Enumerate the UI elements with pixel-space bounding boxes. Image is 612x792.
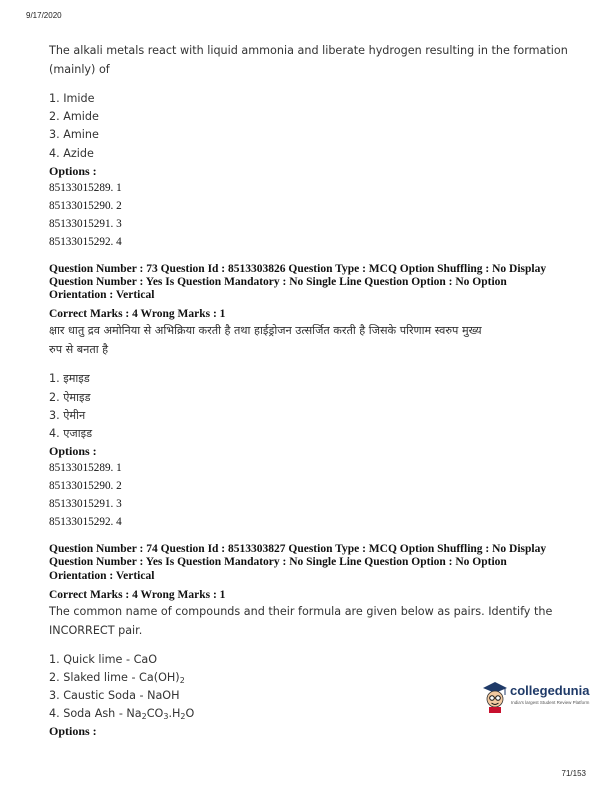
- option-item: 1. Imide: [49, 92, 95, 105]
- option-ids: [49, 459, 579, 531]
- meta-line: Question Number : 74 Question Id : 8513303827 Question Type : MCQ Option Shuffling : No Display: [49, 543, 547, 556]
- question-72-options: [49, 90, 579, 163]
- option-id: 85133015290. 2: [49, 480, 122, 493]
- option-ids: [49, 179, 579, 251]
- subscript: 2: [179, 675, 185, 685]
- question-74-meta: [49, 543, 579, 583]
- question-text-line: रुप से बनता है: [49, 343, 109, 357]
- question-text-line: INCORRECT pair.: [49, 623, 143, 637]
- print-date: 9/17/2020: [26, 11, 62, 20]
- option-id: 85133015290. 2: [49, 199, 122, 212]
- options-heading: Options :: [49, 724, 97, 739]
- logo-wordmark: collegedunia: [510, 683, 590, 698]
- question-73-text: [49, 321, 579, 359]
- option-id: 85133015292. 4: [49, 235, 122, 248]
- option-item: 4. एजाइड: [49, 426, 93, 440]
- option-id: 85133015289. 1: [49, 462, 122, 475]
- option-item: 3. Amine: [49, 128, 99, 142]
- option-item: 1. इमाइड: [49, 372, 90, 386]
- meta-line: Question Number : 73 Question Id : 8513303826 Question Type : MCQ Option Shuffling : No Display: [49, 262, 547, 275]
- question-text-line: The common name of compounds and their formula are given below as pairs. Identify the: [49, 604, 553, 618]
- option-item: 3. ऐमीन: [49, 408, 86, 422]
- page-number: 71/153: [561, 769, 586, 778]
- option-item: 2. Amide: [49, 110, 99, 124]
- option-text: O: [185, 707, 195, 721]
- question-74-text: [49, 602, 579, 640]
- option-id: 85133015291. 3: [49, 217, 122, 230]
- question-text-line: क्षार धातु द्रव अमोनिया से अभिक्रिया करती है तथा हाईड्रोजन उत्सर्जित करती है जिसके परिणाम स्वरुप मुख्य: [49, 324, 482, 338]
- option-id: 85133015289. 1: [49, 181, 122, 194]
- options-heading: Options :: [49, 163, 97, 178]
- question-73-meta: [49, 263, 579, 303]
- option-text: 2. Slaked lime - Ca(OH): [49, 670, 180, 684]
- meta-line: Question Number : Yes Is Question Mandatory : No Single Line Question Option : No Option: [49, 556, 507, 569]
- option-text: .H: [168, 707, 181, 721]
- meta-line: Orientation : Vertical: [49, 289, 155, 302]
- question-73-marks: Correct Marks : 4 Wrong Marks : 1: [49, 308, 226, 321]
- option-item: 3. Caustic Soda - NaOH: [49, 689, 180, 703]
- question-73-options: [49, 370, 579, 443]
- option-item: 1. Quick lime - CaO: [49, 652, 158, 666]
- question-72-text: [49, 41, 579, 79]
- subscript: 2: [180, 712, 186, 722]
- options-heading: Options :: [49, 444, 97, 459]
- subscript: 3: [163, 712, 169, 722]
- option-id: 85133015291. 3: [49, 498, 122, 511]
- question-text-line: (mainly) of: [49, 63, 110, 76]
- subscript: 2: [141, 712, 147, 722]
- option-item: 4. Azide: [49, 146, 94, 160]
- collegedunia-logo: [480, 680, 590, 716]
- option-item: 2. ऐमाइड: [49, 390, 91, 404]
- question-74-marks: Correct Marks : 4 Wrong Marks : 1: [49, 588, 226, 601]
- meta-line: Orientation : Vertical: [49, 569, 155, 582]
- question-text-line: The alkali metals react with liquid ammonia and liberate hydrogen resulting in the formation: [49, 44, 568, 57]
- logo-tagline: India's largest Student Review Platform: [511, 700, 590, 705]
- option-id: 85133015292. 4: [49, 516, 122, 529]
- option-text: CO: [146, 707, 164, 721]
- page-content: [49, 41, 579, 739]
- meta-line: Question Number : Yes Is Question Mandatory : No Single Line Question Option : No Option: [49, 275, 507, 288]
- option-text: 4. Soda Ash - Na: [49, 707, 142, 721]
- mascot-icon: [480, 680, 510, 714]
